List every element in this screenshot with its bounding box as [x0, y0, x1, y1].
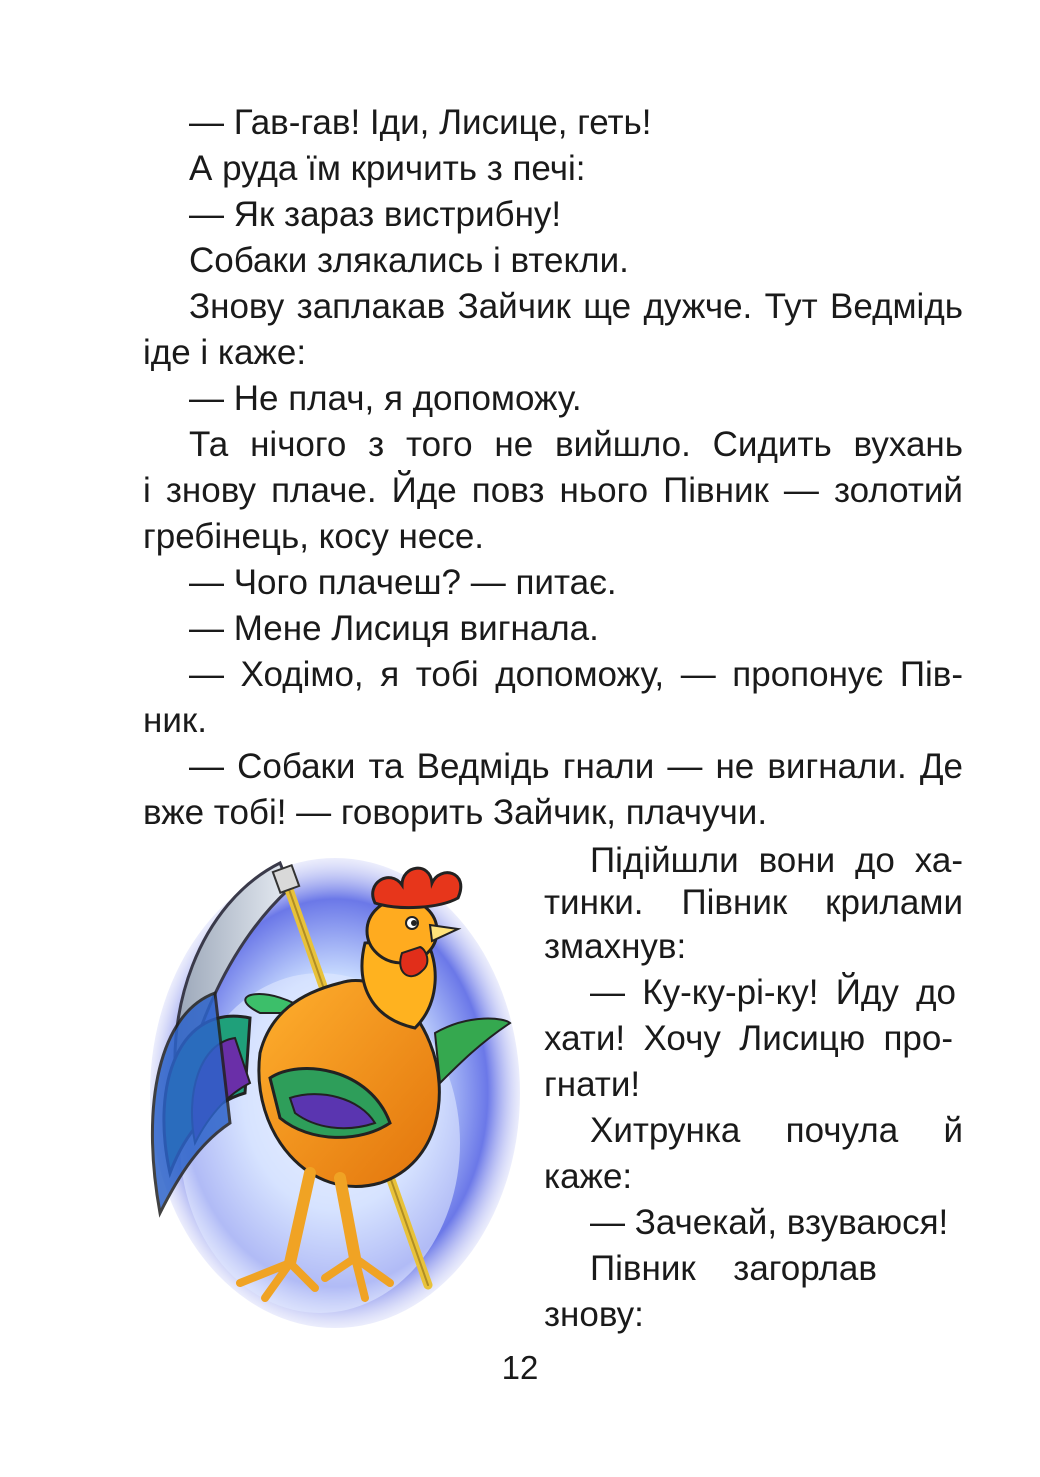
page-number: 12: [501, 1349, 539, 1386]
text-line: — Зачекай, взуваюся!: [590, 1203, 949, 1242]
text-line: Собаки злякались і втекли.: [189, 241, 629, 280]
text-line: тинки. Півник крилами: [544, 883, 963, 922]
text-line: гнати!: [544, 1065, 641, 1104]
text-line: хати! Хочу Лисицю про-: [544, 1019, 953, 1058]
text-line: вже тобі! — говорить Зайчик, плачучи.: [143, 793, 768, 832]
text-line: ник.: [143, 701, 207, 740]
text-line: Півник загорлав: [590, 1249, 877, 1288]
text-line: змахнув:: [544, 927, 687, 966]
text-line: — Мене Лисиця вигнала.: [189, 609, 599, 648]
rooster-with-scythe-illustration: [140, 843, 525, 1335]
text-line: — Як зараз вистрибну!: [189, 195, 562, 234]
text-line: — Ходімо, я тобі допоможу, — пропонує Пів-: [189, 655, 963, 694]
text-line: — Чого плачеш? — питає.: [189, 563, 617, 602]
text-line: — Ку-ку-рі-ку! Йду до: [590, 973, 956, 1012]
text-line: Знову заплакав Зайчик ще дужче. Тут Ведмідь: [189, 287, 963, 326]
text-line: Хитрунка почула й: [590, 1111, 963, 1150]
text-line: — Не плач, я допоможу.: [189, 379, 582, 418]
text-line: А руда їм кричить з печі:: [189, 149, 586, 188]
text-line: каже:: [544, 1157, 633, 1196]
text-line: знову:: [544, 1295, 644, 1334]
text-line: і знову плаче. Йде повз нього Півник — золотий: [143, 471, 963, 510]
text-line: Та нічого з того не вийшло. Сидить вухань: [189, 425, 963, 464]
text-line: іде і каже:: [143, 333, 307, 372]
text-line: гребінець, косу несе.: [143, 517, 485, 556]
text-line: Підійшли вони до ха-: [590, 841, 963, 880]
text-line: — Собаки та Ведмідь гнали — не вигнали. Де: [189, 747, 963, 786]
text-line: — Гав-гав! Іди, Лисице, геть!: [189, 103, 652, 142]
